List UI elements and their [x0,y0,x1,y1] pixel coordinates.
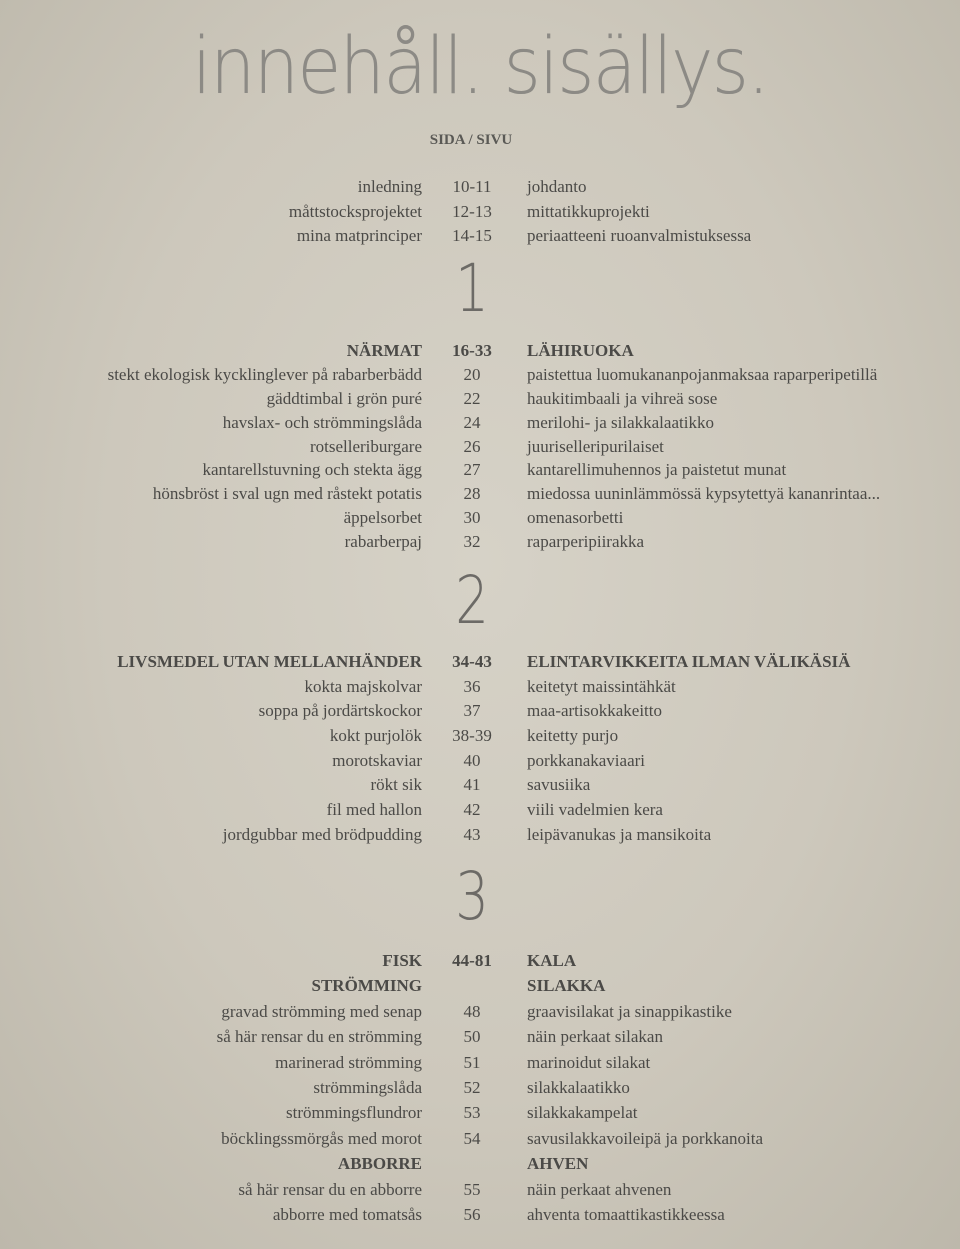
swedish-title: så här rensar du en abborre [238,1179,422,1199]
page-number: 40 [463,750,481,770]
finnish-title: LÄHIRUOKA [527,341,634,360]
section-heading-row [0,1154,960,1179]
finnish-title: maa-artisokkakeitto [527,701,663,721]
page-number: 34-43 [452,652,492,671]
finnish-title: periaatteeni ruoanvalmistuksessa [527,226,752,245]
page-number: 37 [463,701,481,721]
swedish-title: gäddtimbal i grön puré [266,388,422,408]
swedish-title: rökt sik [370,775,422,795]
finnish-title: marinoidut silakat [527,1052,651,1072]
section-heading-row [0,341,960,365]
toc-entry [0,508,960,532]
finnish-title: mittatikkuprojekti [527,201,650,221]
toc-entry [0,800,960,825]
swedish-title: inledning [357,177,422,196]
swedish-title: abborre med tomatsås [272,1204,422,1224]
finnish-title: miedossa uuninlämmössä kypsytettyä kananrintaa... [527,484,881,504]
page-number: 48 [463,1001,481,1021]
finnish-title: keitetyt maissintähkät [527,676,676,696]
swedish-title: marinerad strömming [275,1052,422,1072]
toc-entry [0,1002,960,1027]
toc-entry [0,1078,960,1103]
swedish-title: rabarberpaj [344,532,422,552]
swedish-title: strömmingsflundror [286,1103,422,1123]
page-number: 51 [463,1052,481,1072]
swedish-title: äppelsorbet [343,508,422,528]
swedish-title: jordgubbar med brödpudding [222,824,422,844]
toc-entry [0,1103,960,1128]
section-number: 1 [455,250,489,327]
page-number: 43 [463,824,481,844]
swedish-title: kantarellstuvning och stekta ägg [202,460,422,480]
page-number: 12-13 [452,201,492,221]
finnish-title: omenasorbetti [527,508,624,528]
swedish-title: måttstocksprojektet [288,201,422,221]
section-3-list [0,951,960,1230]
intro-list [0,177,960,251]
toc-entry [0,677,960,702]
finnish-title: KALA [527,951,577,970]
toc-entry [0,437,960,461]
swedish-title: stekt ekologisk kycklinglever på rabarberbädd [107,364,422,384]
finnish-title: merilohi- ja silakkalaatikko [527,412,714,432]
page-number: 54 [463,1128,481,1148]
page-number: 14-15 [452,226,492,245]
page-number: 50 [463,1027,481,1047]
finnish-title: paistettua luomukananpojanmaksaa raparperipetillä [527,364,878,384]
toc-entry [0,825,960,850]
swedish-title: kokt purjolök [329,726,422,746]
finnish-title: näin perkaat silakan [527,1027,663,1047]
toc-entry [0,1205,960,1230]
finnish-title: kantarellimuhennos ja paistetut munat [527,460,787,480]
finnish-title: graavisilakat ja sinappikastike [527,1001,732,1021]
page-number: 56 [463,1204,481,1224]
finnish-title: leipävanukas ja mansikoita [527,824,712,844]
toc-entry [0,532,960,556]
finnish-title: porkkanakaviaari [527,750,645,770]
page-number: 52 [463,1077,481,1097]
finnish-title: ELINTARVIKKEITA ILMAN VÄLIKÄSIÄ [527,652,851,671]
page-number: 42 [463,800,481,820]
finnish-title: SILAKKA [527,976,606,996]
page-number: 55 [463,1179,481,1199]
finnish-title: silakkakampelat [527,1103,638,1123]
page-number: 30 [463,508,481,528]
page-number: 24 [463,412,481,432]
toc-entry [0,413,960,437]
swedish-title: hönsbröst i sval ugn med råstekt potatis [152,484,422,504]
page-number: 36 [463,676,481,696]
swedish-title: kokta majskolvar [304,676,422,696]
swedish-title: strömmingslåda [313,1077,422,1097]
swedish-title: mina matprinciper [296,226,422,245]
page-number: 10-11 [452,177,492,196]
finnish-title: haukitimbaali ja vihreä sose [527,388,718,408]
toc-entry [0,701,960,726]
page-number: 22 [463,388,481,408]
finnish-title: näin perkaat ahvenen [527,1179,672,1199]
section-heading-row [0,951,960,976]
toc-entry [0,1180,960,1205]
finnish-title: ahventa tomaattikastikkeessa [527,1204,725,1224]
swedish-title: NÄRMAT [346,341,422,360]
page-number: 32 [463,532,481,552]
section-heading-row [0,652,960,677]
page-number: 28 [463,484,481,504]
swedish-title: så här rensar du en strömming [216,1027,422,1047]
page-number: 44-81 [452,951,492,970]
finnish-title: savusiika [527,775,591,795]
toc-entry [0,1053,960,1078]
finnish-title: silakkalaatikko [527,1077,630,1097]
toc-entry [0,1129,960,1154]
section-1-list [0,341,960,556]
page-number: 16-33 [452,341,492,360]
page-number: 20 [463,364,481,384]
swedish-title: morotskaviar [332,750,422,770]
toc-entry [0,226,960,251]
toc-entry [0,751,960,776]
swedish-title: böcklingssmörgås med morot [221,1128,422,1148]
swedish-title: havslax- och strömmingslåda [222,412,422,432]
swedish-title: fil med hallon [326,800,422,820]
page-number: 41 [463,775,481,795]
swedish-title: STRÖMMING [311,976,422,996]
finnish-title: juuriselleripurilaiset [527,436,664,456]
finnish-title: raparperipiirakka [527,532,645,552]
page-title: innehåll. sisällys. [191,22,769,112]
toc-entry [0,775,960,800]
page-column-header: SIDA / SIVU [429,132,513,148]
toc-entry [0,726,960,751]
swedish-title: FISK [382,951,422,970]
swedish-title: gravad strömming med senap [221,1001,422,1021]
swedish-title: LIVSMEDEL UTAN MELLANHÄNDER [117,652,422,671]
page-number: 27 [463,460,481,480]
toc-entry [0,177,960,202]
swedish-title: rotselleriburgare [309,436,422,456]
finnish-title: savusilakkavoileipä ja porkkanoita [527,1128,764,1148]
toc-entry [0,460,960,484]
page-number: 53 [463,1103,481,1123]
section-number: 2 [455,562,489,639]
page-number: 26 [463,436,481,456]
section-heading-row [0,976,960,1001]
section-number: 3 [455,858,489,935]
swedish-title: soppa på jordärtskockor [258,701,422,721]
page-number: 38-39 [452,726,492,746]
swedish-title: ABBORRE [337,1154,422,1174]
section-2-list [0,652,960,850]
toc-entry [0,365,960,389]
toc-entry [0,202,960,227]
finnish-title: viili vadelmien kera [527,800,663,820]
toc-entry [0,484,960,508]
finnish-title: AHVEN [527,1154,589,1174]
toc-entry [0,1027,960,1052]
finnish-title: keitetty purjo [527,726,619,746]
toc-entry [0,389,960,413]
finnish-title: johdanto [527,177,587,196]
